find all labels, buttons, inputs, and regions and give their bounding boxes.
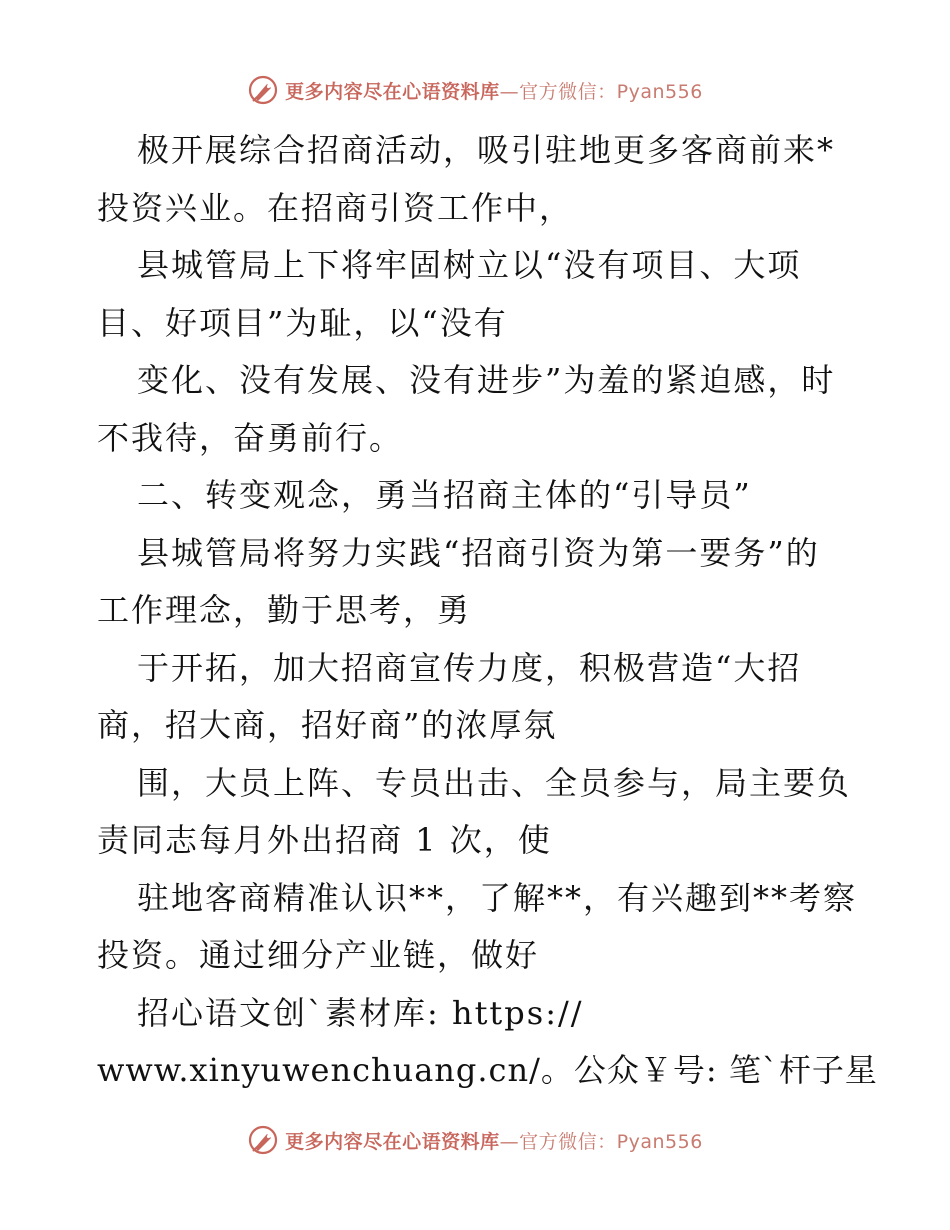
watermark-strong: 更多内容尽在心语资料库 <box>285 80 500 103</box>
watermark-wechat: —官方微信：Pyan556 <box>499 1130 703 1153</box>
text-line: 驻地客商精准认识**，了解**，有兴趣到**考察 <box>137 878 858 917</box>
text-line: 于开拓，加大招商宣传力度，积极营造“大招 <box>137 648 802 687</box>
text-line: 投资兴业。在招商引资工作中， <box>97 188 574 227</box>
text-line: 目、好项目”为耻，以“没有 <box>97 303 508 342</box>
watermark-text <box>285 77 703 104</box>
watermark-text <box>285 1127 703 1154</box>
pen-nib-logo-icon <box>247 74 279 106</box>
text-line: 县城管局上下将牢固树立以“没有项目、大项 <box>137 246 802 284</box>
text-line: 责同志每月外出招商 1 次，使 <box>97 821 552 859</box>
text-line: www.xinyuwenchuang.cn/。公众￥号: 笔`杆子星 <box>97 1051 878 1089</box>
text-line: 二、转变观念，勇当招商主体的“引导员” <box>137 476 752 514</box>
watermark-wechat: —官方微信：Pyan556 <box>499 80 703 103</box>
document-body <box>97 122 878 1100</box>
header-watermark-banner <box>0 70 950 110</box>
text-line: 招心语文创`素材库: https:// <box>137 993 584 1032</box>
watermark-strong: 更多内容尽在心语资料库 <box>285 1130 500 1153</box>
text-line: 商，招大商，招好商”的浓厚氛 <box>97 706 558 744</box>
text-line: 围，大员上阵、专员出击、全员参与，局主要负 <box>137 763 852 802</box>
text-line: 不我待，奋勇前行。 <box>97 418 404 457</box>
text-line: 变化、没有发展、没有进步”为羞的紧迫感，时 <box>137 361 836 399</box>
pen-nib-logo-icon <box>247 1124 279 1156</box>
text-line: 投资。通过细分产业链，做好 <box>97 936 540 974</box>
text-line: 工作理念，勤于思考，勇 <box>97 591 472 629</box>
footer-watermark-banner <box>0 1120 950 1160</box>
text-line: 县城管局将努力实践“招商引资为第一要务”的 <box>137 533 820 572</box>
text-line: 极开展综合招商活动，吸引驻地更多客商前来* <box>137 131 836 169</box>
